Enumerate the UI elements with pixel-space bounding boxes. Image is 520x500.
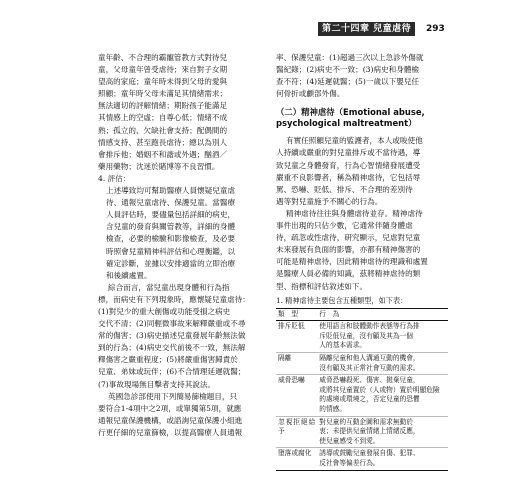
text-line: 上述導致均可幫助醫療人員懷疑兒童虐 <box>106 186 236 196</box>
text-line: 人持續或嚴重的對兒童排斥或不當待遇，導 <box>276 148 421 158</box>
text-line: 何骨折或顱部外傷。 <box>276 89 345 99</box>
section-heading: （二）精神虐待（Emotional abuse, psychological maltreatment） <box>276 107 425 129</box>
text-line: 遇等對兒童施予不關心的行為。 <box>276 196 383 206</box>
type-cell: 墮落或腐化 <box>276 448 317 470</box>
text-line: 醫紀錄；(2)病史不一致；(3)病史和身體檢 <box>276 65 420 75</box>
text-line: (7)事故現場無目擊者支持其說法。 <box>98 379 216 389</box>
behavior-line: 隔離兒童和他人溝通互動的機會， <box>319 353 420 362</box>
text-line: 行更仔細的兒童篩檢，以提高醫療人員通報 <box>98 427 243 437</box>
column-header-behavior: 行 為 <box>317 308 448 321</box>
text-line: 可能是精神虐待，因此精神虐待的理識和處置 <box>276 257 428 267</box>
text-line: 嚴重不良影響者，稱為精神虐待，它包括辱 <box>276 172 421 182</box>
list-item-label: 4. 評估： <box>98 173 131 183</box>
behavior-line: 衷；未提供兒童情緒上情緒反應， <box>319 427 420 436</box>
text-line: 人員評估時，要儘量包括詳細的病史， <box>106 210 236 220</box>
text-line: 童，父母童年曾受虐待；來自對子女期 <box>98 65 228 75</box>
text-line: 致兒童之身體發育，行為心智情緒發展遭受 <box>276 160 421 170</box>
table-row <box>276 448 448 470</box>
behavior-line: 人的基本需求。 <box>319 341 367 350</box>
behavior-cell <box>317 448 448 470</box>
text-line: 無法適切的評解情緒；期盼孩子能滿足 <box>98 101 228 111</box>
behavior-cell <box>317 321 448 353</box>
behavior-line: 或將其兒童置於（人或物）置於明顯危險 <box>319 385 440 394</box>
type-cell: 威脅恐嚇 <box>276 375 317 416</box>
behavior-cell <box>317 375 448 416</box>
text-line: 精神虐待往往與身體虐待並存。精神虐待 <box>286 208 423 218</box>
assessment-paragraph <box>98 185 266 282</box>
text-line: 照顧；童年時父母未滿足其情緒需求； <box>98 89 228 99</box>
abuse-types-table <box>276 308 448 471</box>
text-line: 率、保護兒童：(1)超過三次以上急診外傷就 <box>276 53 424 62</box>
text-line: 是醫療人員必備的知識，茲將精神虐待的類 <box>276 269 421 279</box>
text-line: 熟；孤立的、欠缺社會支持；配偶間的 <box>98 125 228 135</box>
text-line: 英國急診部使用下列簡易篩檢題目，只 <box>108 391 238 401</box>
screening-paragraph <box>276 52 448 100</box>
text-line: 兒童、弟妹或玩伴；(6)不合情理延遲就醫； <box>98 367 246 377</box>
text-line: 童年齡、不合理的霸寵管教方式對待兒 <box>98 53 228 62</box>
summary-paragraph <box>98 282 266 439</box>
text-line: 含兒童的發育與關管教等，詳細的身體 <box>106 222 236 232</box>
behavior-cell <box>317 352 448 374</box>
text-line: 情感支持、甚至跑長虐待；總以為別人 <box>98 137 228 147</box>
text-line: 標，而病史有下列現象時，應懷疑兒童虐待： <box>98 294 250 304</box>
table-row <box>276 416 448 448</box>
type-cell: 排斥貶低 <box>276 321 317 353</box>
right-column <box>276 52 448 471</box>
text-line: 會排斥他；婚姻不和諧或外遇；酗酒／ <box>98 149 228 159</box>
behavior-line: 誘導或鼓勵兒童發展自傷、犯罪、 <box>319 449 420 458</box>
text-line: (1)對兒少的重大創傷或功能受損之病史 <box>98 306 231 316</box>
text-line: 時照會兒童精神科評估和心理衡鑑，以 <box>106 246 236 256</box>
text-line: 其情感上的空虛；自尊心低；情緒不成 <box>98 113 228 123</box>
risk-factors-paragraph <box>98 52 266 173</box>
emotional-abuse-paragraph <box>276 135 448 292</box>
table-row <box>276 352 448 374</box>
running-header <box>318 22 498 36</box>
text-line: 待、通報兒童虐待、保護兒童。當醫療 <box>106 198 236 208</box>
text-line: 到的行為；(4)病史交代前後不一致，無法解 <box>98 343 246 353</box>
text-line: 罵、恐嚇、貶低、排斥、不合理的差別待 <box>276 184 413 194</box>
page-number: 293 <box>426 24 445 34</box>
text-line: 交代不清；(2)同輕微事故來解釋嚴重或不尋 <box>98 319 246 329</box>
text-line: 和後續處置。 <box>106 270 152 280</box>
text-line: 查不符；(4)延遲就醫；(5)一歲以下嬰兒任 <box>276 77 420 87</box>
behavior-line: 威脅恐嚇殺死、傷害、拋棄兒童， <box>319 376 420 385</box>
text-line: 常的傷害；(3)病史描述兒童發展年齡無法做 <box>98 331 246 341</box>
text-line: 事件出現的只佔少數，它通常伴隨身體虐 <box>276 221 413 231</box>
behavior-line: 反社會等偏差行為。 <box>319 458 380 467</box>
behavior-line: 沒有顧及其正常社會互動的需求。 <box>319 363 420 372</box>
text-line: 要符合1-4項中之2項，或單獨第5項，就應 <box>98 403 242 413</box>
text-line: 確定診斷，並據以安排適當的立即治療 <box>106 258 236 268</box>
text-line: 綜合而言，當兒童出現身體和行為指 <box>108 282 230 292</box>
text-line: 釋傷害之嚴重程度；(5)將嚴重傷害歸責於 <box>98 355 238 365</box>
table-caption: 1. 精神虐待主要包含五種類型，如下表： <box>276 295 408 305</box>
text-line: 有實任照顧兒童的監護者，本人或唆使他 <box>286 136 423 146</box>
text-line: 檢查，必要的檢驗和影像檢查，及必要 <box>106 234 236 244</box>
behavior-line: 使兒童感受不到愛。 <box>319 436 380 445</box>
left-column <box>98 52 266 439</box>
behavior-line: 的情感。 <box>319 404 347 413</box>
type-cell: 隔離 <box>276 352 317 374</box>
type-cell: 忽視拒絕給予 <box>276 416 317 448</box>
column-header-type: 類 型 <box>276 308 317 321</box>
behavior-line: 的處境或環境之，否定兒童的恐懼 <box>319 395 420 404</box>
table-header-row <box>276 308 448 321</box>
text-line: 待，疏忽或性虐待，研究顯示，兒虐對兒童 <box>276 233 421 243</box>
text-line: 型、指標和評估敘述如下。 <box>276 281 368 291</box>
chapter-title: 第二十四章 兒童虐待 <box>318 22 415 36</box>
behavior-line: 對兒童的互動企圖和需求無動於 <box>319 417 413 426</box>
behavior-line: 使用語言和肢體動作表態等行為排 <box>319 322 420 331</box>
behavior-line: 斥貶低兒童，沒有顧及其為一個 <box>319 331 413 340</box>
table-row <box>276 375 448 416</box>
table-row <box>276 321 448 353</box>
text-line: 未來發展有負面的影響，亦都有精神傷害的 <box>276 245 421 255</box>
text-line: 通報兒童保護機構，或諮詢兒童保護小組進 <box>98 415 243 425</box>
behavior-cell <box>317 416 448 448</box>
text-line: 藥用藥物；沈迷於賭博等不良習慣。 <box>98 161 220 171</box>
text-line: 望高的家庭；童年時未得到父母的愛與 <box>98 77 228 87</box>
